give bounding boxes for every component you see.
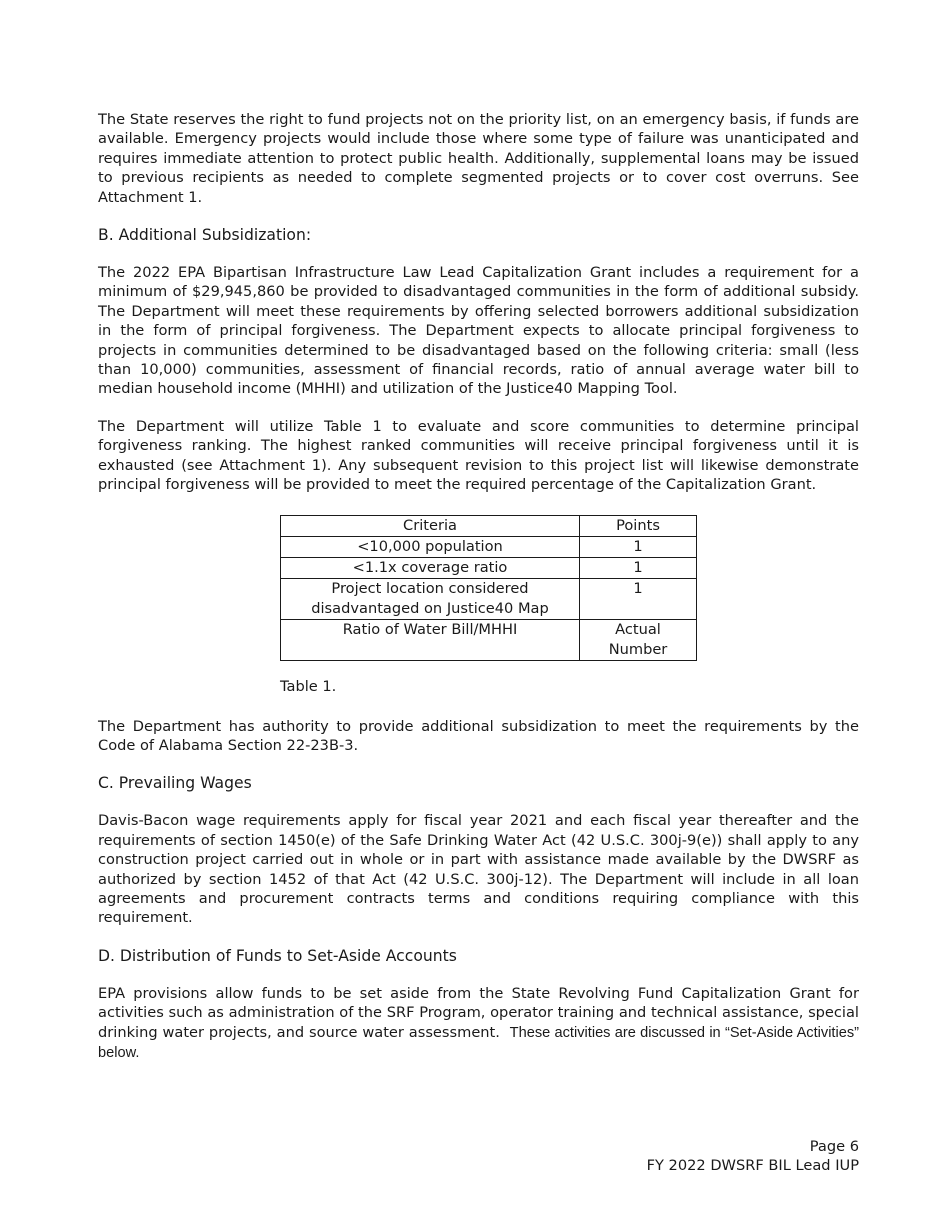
- table-cell-points: Actual Number: [580, 619, 697, 660]
- heading-set-aside-accounts: D. Distribution of Funds to Set-Aside Accounts: [98, 946, 457, 965]
- paragraph-code-authority: The Department has authority to provide additional subsidization to meet the requirements by the Code of Alabama Section 22-23B-3.: [98, 717, 859, 754]
- table-cell-criteria: <10,000 population: [281, 536, 580, 557]
- paragraph-emergency: The State reserves the right to fund projects not on the priority list, on an emergency basis, if funds are available. Emergency projects would include those where some type of failure was unanticipated and requires immediate attention to protect public health. Additionally, supplemental loans may be issued to previous recipients as needed to complete segmented projects or to cover cost overruns. See Attachment 1.: [98, 111, 859, 206]
- set-aside-text-end: These activities are discussed in “Set-Aside Activities” below.: [98, 1024, 860, 1061]
- table-row: [281, 536, 697, 557]
- criteria-table: [280, 515, 697, 661]
- heading-prevailing-wages: C. Prevailing Wages: [98, 774, 252, 793]
- table-cell-points: 1: [580, 536, 697, 557]
- table-cell-criteria: Ratio of Water Bill/MHHI: [281, 619, 580, 660]
- table-header-row: [281, 515, 697, 536]
- table-row: [281, 557, 697, 578]
- table-row: [281, 619, 697, 660]
- paragraph-ranking: The Department will utilize Table 1 to evaluate and score communities to determine principal forgiveness ranking. The highest ranked communities will receive principal forgiveness until it is exhausted (see Attachment 1). Any subsequent revision to this project list will likewise demonstrate principal forgiveness will be provided to meet the required percentage of the Capitalization Grant.: [98, 417, 859, 494]
- table-header-points: Points: [580, 515, 697, 536]
- document-page: [98, 110, 859, 1063]
- paragraph-subsidy-requirement: The 2022 EPA Bipartisan Infrastructure Law Lead Capitalization Grant includes a requirement for a minimum of $29,945,860 be provided to disadvantaged communities in the form of additional subsidy. The Department will meet these requirements by offering selected borrowers additional subsidization in the form of principal forgiveness. The Department expects to allocate principal forgiveness to projects in communities determined to be disadvantaged based on the following criteria: small (less than 10,000) communities, assessment of financial records, ratio of annual average water bill to median household income (MHHI) and utilization of the Justice40 Mapping Tool.: [98, 264, 859, 398]
- paragraph-davis-bacon: Davis-Bacon wage requirements apply for fiscal year 2021 and each fiscal year thereafter and the requirements of section 1450(e) of the Safe Drinking Water Act (42 U.S.C. 300j-9(e)) shall apply to any construction project carried out in whole or in part with assistance made available by the DWSRF as authorized by section 1452 of that Act (42 U.S.C. 300j-12). The Department will include in all loan agreements and procurement contracts terms and conditions requiring compliance with this requirement.: [98, 812, 859, 927]
- table-cell-points: 1: [580, 578, 697, 619]
- paragraph-set-aside: [98, 984, 859, 1064]
- table-row: [281, 578, 697, 619]
- document-identifier: FY 2022 DWSRF BIL Lead IUP: [646, 1157, 859, 1174]
- heading-additional-subsidization: B. Additional Subsidization:: [98, 226, 312, 245]
- set-aside-text-start: EPA provisions allow funds to be set aside from the State Revolving Fund Capitalization Grant for activities such as administration of the SRF Program, operator training and technical assistance, special drinking water projects, and source water assessment.: [98, 984, 859, 1041]
- page-footer: [647, 1137, 859, 1175]
- table-cell-criteria: Project location considered disadvantaged on Justice40 Map: [281, 578, 580, 619]
- table-caption: Table 1.: [280, 677, 337, 695]
- table-cell-points: 1: [580, 557, 697, 578]
- page-number: Page 6: [809, 1138, 859, 1155]
- table-cell-criteria: <1.1x coverage ratio: [281, 557, 580, 578]
- table-header-criteria: Criteria: [281, 515, 580, 536]
